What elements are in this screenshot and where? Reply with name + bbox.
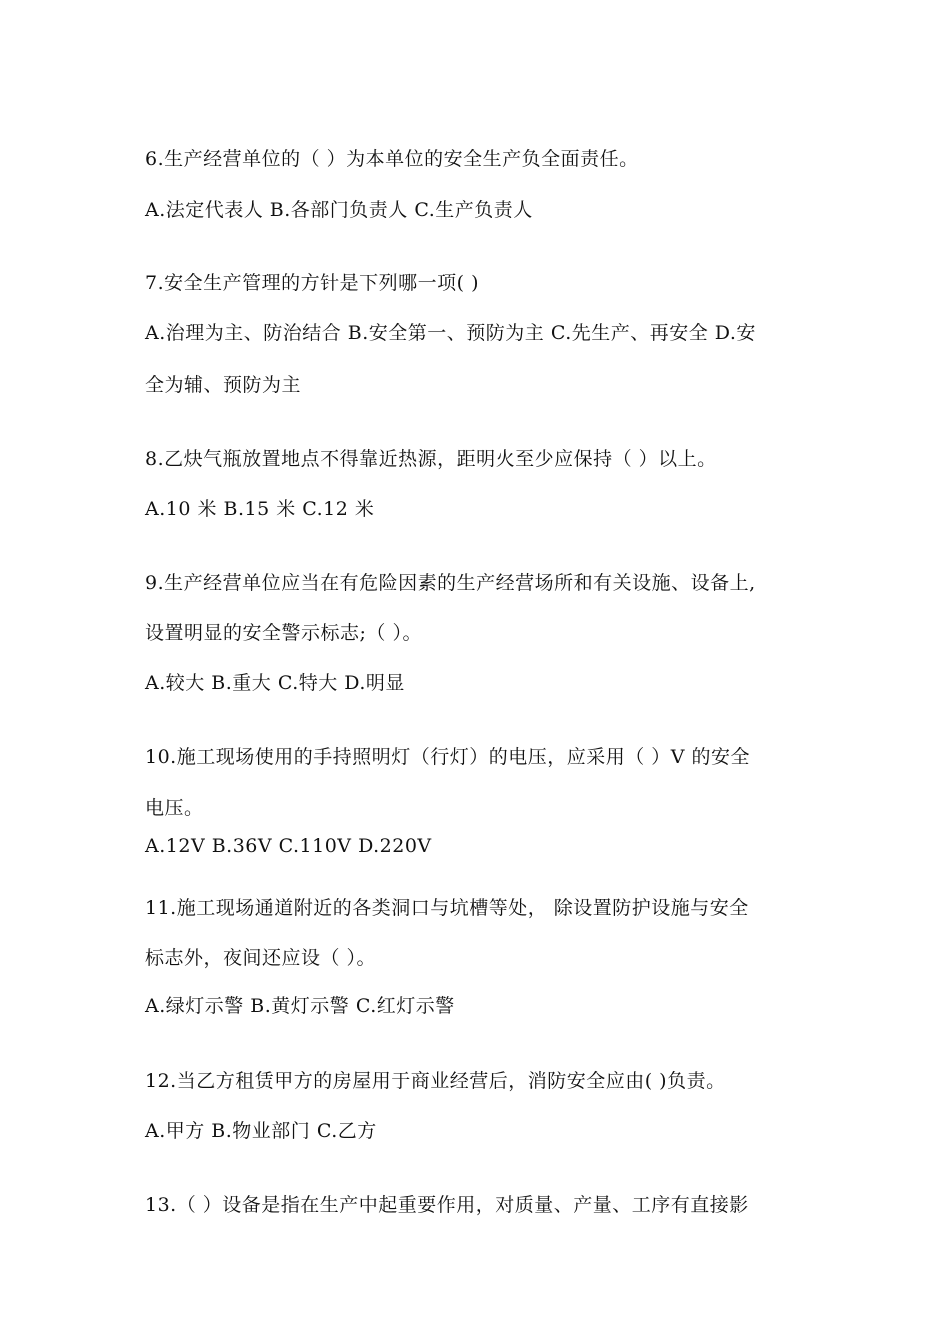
question-12: 12.当乙方租赁甲方的房屋用于商业经营后，消防安全应由( )负责。 (145, 1070, 726, 1092)
question-10: 10.施工现场使用的手持照明灯（行灯）的电压，应采用（ ）V 的安全 (145, 746, 751, 768)
question-9-cont: 设置明显的安全警示标志;（ ）。 (145, 622, 422, 644)
question-7-options-cont: 全为辅、预防为主 (145, 374, 302, 396)
question-10-cont: 电压。 (145, 797, 204, 819)
question-12-options: A.甲方 B.物业部门 C.乙方 (145, 1120, 377, 1142)
question-9: 9.生产经营单位应当在有危险因素的生产经营场所和有关设施、设备上, (145, 572, 756, 594)
question-6: 6.生产经营单位的（ ）为本单位的安全生产负全面责任。 (145, 148, 639, 170)
question-8-options: A.10 米 B.15 米 C.12 米 (145, 498, 375, 520)
question-8: 8.乙炔气瓶放置地点不得靠近热源，距明火至少应保持（ ）以上。 (145, 448, 717, 470)
question-7: 7.安全生产管理的方针是下列哪一项( ) (145, 272, 479, 294)
question-9-options: A.较大 B.重大 C.特大 D.明显 (145, 672, 405, 694)
question-11-options: A.绿灯示警 B.黄灯示警 C.红灯示警 (145, 995, 455, 1017)
question-10-options: A.12V B.36V C.110V D.220V (145, 835, 432, 857)
question-13: 13.（ ）设备是指在生产中起重要作用，对质量、产量、工序有直接影 (145, 1194, 749, 1216)
question-6-options: A.法定代表人 B.各部门负责人 C.生产负责人 (145, 199, 533, 221)
question-11: 11.施工现场通道附近的各类洞口与坑槽等处， 除设置防护设施与安全 (145, 897, 749, 919)
question-7-options: A.治理为主、防治结合 B.安全第一、预防为主 C.先生产、再安全 D.安 (145, 322, 756, 344)
question-11-cont: 标志外，夜间还应设（ ）。 (145, 947, 377, 969)
